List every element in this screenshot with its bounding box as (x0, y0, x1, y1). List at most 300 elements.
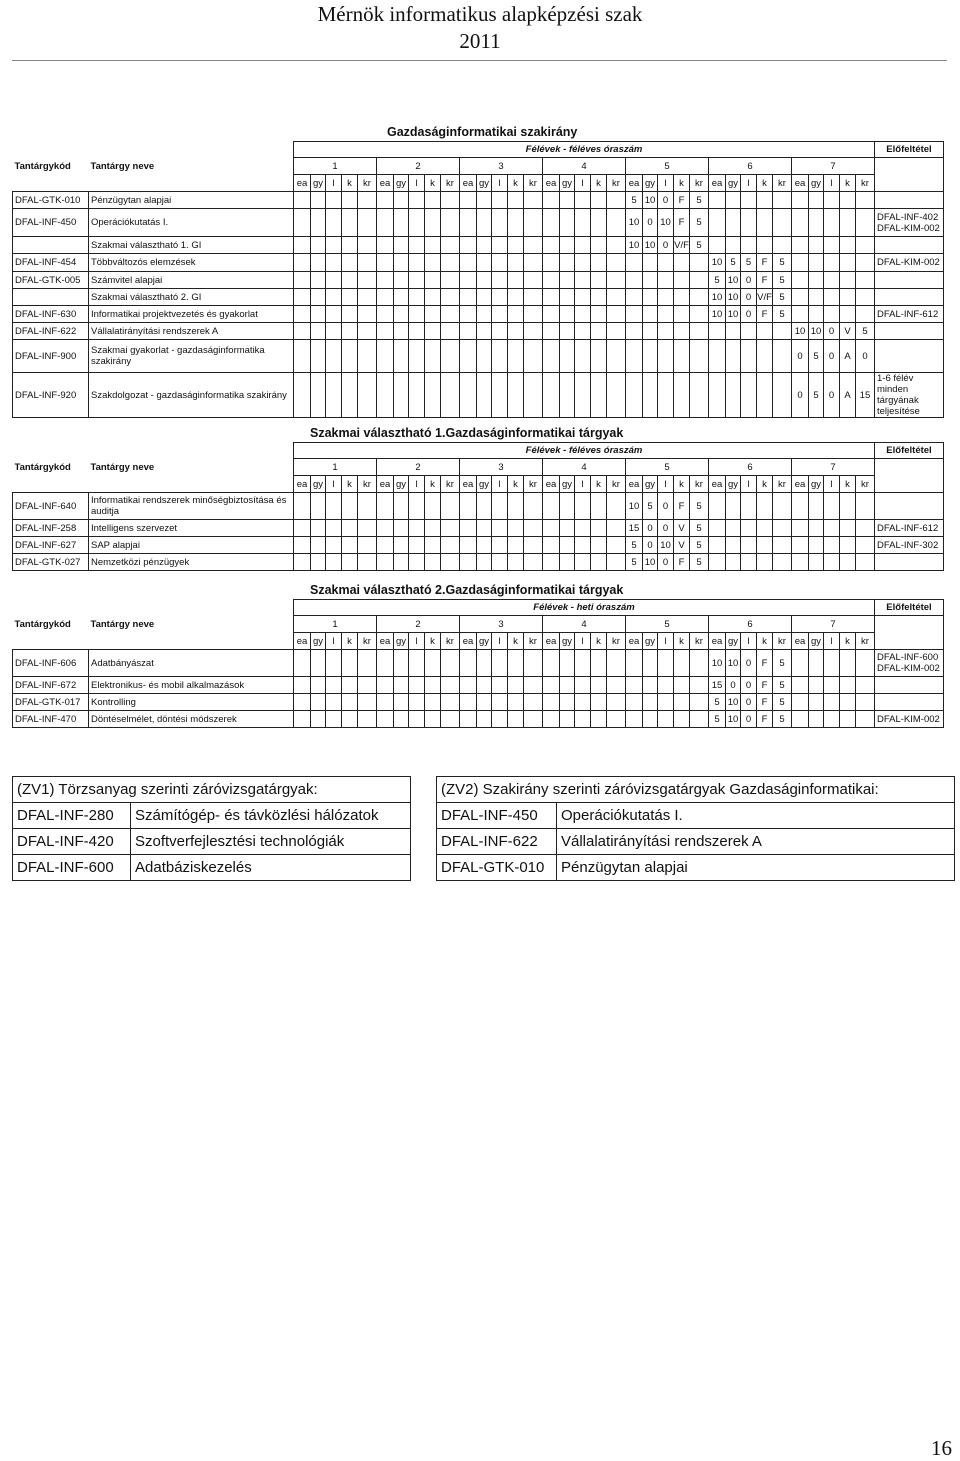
empty-cell (840, 192, 856, 209)
hour-cell: 5 (709, 272, 726, 289)
empty-cell (460, 306, 477, 323)
empty-cell (441, 711, 460, 728)
zv1-title: (ZV1) Törzsanyag szerinti záróvizsgatárgyak: (13, 777, 411, 803)
subcolumn-label: gy (311, 476, 326, 493)
empty-cell (358, 677, 377, 694)
empty-cell (674, 323, 690, 340)
hour-cell: F (757, 711, 773, 728)
subcolumn-label: ea (543, 633, 560, 650)
empty-cell (460, 209, 477, 237)
empty-cell (524, 272, 543, 289)
empty-cell (575, 537, 591, 554)
course-code: DFAL-INF-672 (13, 677, 89, 694)
course-code (13, 289, 89, 306)
empty-cell (409, 650, 425, 677)
empty-cell (674, 694, 690, 711)
subcolumn-label: kr (441, 476, 460, 493)
empty-cell (560, 373, 575, 418)
hour-cell: 10 (658, 209, 674, 237)
hour-cell: 5 (626, 554, 643, 571)
hour-cell: 15 (709, 677, 726, 694)
empty-cell (543, 677, 560, 694)
hour-cell: F (757, 694, 773, 711)
section-title: Gazdaságinformatikai szakirány (387, 125, 578, 139)
subcolumn-label: k (591, 633, 607, 650)
table-row (13, 677, 944, 694)
prereq-header: Előfeltétel (875, 600, 944, 616)
empty-cell (477, 237, 492, 254)
empty-cell (543, 306, 560, 323)
prerequisite (875, 272, 944, 289)
empty-cell (358, 289, 377, 306)
empty-cell (709, 340, 726, 373)
prerequisite: DFAL-INF-612 (875, 520, 944, 537)
empty-cell (441, 677, 460, 694)
empty-cell (726, 192, 741, 209)
empty-cell (394, 373, 409, 418)
prerequisite: DFAL-INF-600 DFAL-KIM-002 (875, 650, 944, 677)
empty-cell (326, 493, 342, 520)
semester-number: 7 (792, 616, 875, 633)
empty-cell (543, 340, 560, 373)
course-name: Döntéselmélet, döntési módszerek (89, 711, 294, 728)
subcolumn-label: kr (607, 175, 626, 192)
empty-cell (441, 192, 460, 209)
empty-cell (643, 711, 658, 728)
empty-cell (326, 209, 342, 237)
curriculum-table (12, 141, 944, 418)
empty-cell (441, 237, 460, 254)
empty-cell (757, 493, 773, 520)
course-code: DFAL-INF-600 (13, 855, 131, 881)
subcolumn-label: kr (773, 476, 792, 493)
empty-cell (477, 554, 492, 571)
empty-cell (690, 306, 709, 323)
empty-cell (809, 237, 824, 254)
empty-cell (358, 192, 377, 209)
empty-cell (477, 711, 492, 728)
subcolumn-label: gy (726, 633, 741, 650)
empty-cell (326, 254, 342, 272)
subcolumn-label: kr (358, 633, 377, 650)
empty-cell (607, 254, 626, 272)
empty-cell (441, 323, 460, 340)
course-name: Informatikai rendszerek minőségbiztosítása és auditja (89, 493, 294, 520)
hour-cell: 10 (726, 272, 741, 289)
empty-cell (409, 694, 425, 711)
empty-cell (508, 209, 524, 237)
empty-cell (741, 554, 757, 571)
empty-cell (543, 289, 560, 306)
table-row (13, 520, 944, 537)
hour-cell: F (757, 272, 773, 289)
hour-cell: 10 (626, 237, 643, 254)
empty-cell (709, 520, 726, 537)
hour-cell: 5 (773, 711, 792, 728)
empty-cell (607, 192, 626, 209)
empty-cell (477, 650, 492, 677)
empty-cell (524, 192, 543, 209)
empty-cell (709, 554, 726, 571)
empty-cell (591, 537, 607, 554)
empty-cell (394, 677, 409, 694)
empty-cell (477, 323, 492, 340)
empty-cell (409, 254, 425, 272)
empty-cell (377, 306, 394, 323)
semester-number: 2 (377, 616, 460, 633)
table-row (13, 289, 944, 306)
hour-cell: 5 (690, 209, 709, 237)
empty-cell (726, 373, 741, 418)
empty-cell (492, 272, 508, 289)
subcolumn-label: ea (294, 633, 311, 650)
empty-cell (607, 323, 626, 340)
hour-cell: 5 (690, 237, 709, 254)
empty-cell (575, 254, 591, 272)
empty-cell (377, 677, 394, 694)
empty-cell (690, 323, 709, 340)
empty-cell (477, 209, 492, 237)
empty-cell (508, 340, 524, 373)
empty-cell (492, 209, 508, 237)
subcolumn-label: k (508, 476, 524, 493)
empty-cell (709, 209, 726, 237)
prerequisite: DFAL-KIM-002 (875, 711, 944, 728)
empty-cell (840, 677, 856, 694)
empty-cell (575, 192, 591, 209)
empty-cell (394, 694, 409, 711)
empty-cell (626, 650, 643, 677)
course-name: Vállalatirányítási rendszerek A (89, 323, 294, 340)
empty-cell (757, 209, 773, 237)
subcolumn-label: l (326, 476, 342, 493)
empty-cell (492, 340, 508, 373)
empty-cell (709, 323, 726, 340)
empty-cell (792, 254, 809, 272)
empty-cell (591, 289, 607, 306)
empty-cell (492, 677, 508, 694)
table-row (13, 694, 944, 711)
code-header: Tantárgykód (14, 160, 71, 172)
empty-cell (492, 554, 508, 571)
hour-cell: A (840, 373, 856, 418)
empty-cell (575, 323, 591, 340)
empty-cell (824, 650, 840, 677)
subcolumn-label: k (508, 633, 524, 650)
empty-cell (358, 209, 377, 237)
subcolumn-label: l (658, 175, 674, 192)
prerequisite: 1-6 félév minden tárgyának teljesítése (875, 373, 944, 418)
empty-cell (425, 554, 441, 571)
empty-cell (492, 493, 508, 520)
empty-cell (840, 272, 856, 289)
subcolumn-label: gy (394, 175, 409, 192)
subcolumn-label: k (342, 175, 358, 192)
empty-cell (607, 711, 626, 728)
empty-cell (856, 209, 875, 237)
empty-cell (643, 323, 658, 340)
empty-cell (824, 306, 840, 323)
empty-cell (441, 340, 460, 373)
subcolumn-label: kr (856, 175, 875, 192)
empty-cell (840, 493, 856, 520)
empty-cell (394, 711, 409, 728)
empty-cell (294, 192, 311, 209)
empty-cell (294, 650, 311, 677)
empty-cell (856, 192, 875, 209)
table-row (13, 237, 944, 254)
subcolumn-label: gy (311, 633, 326, 650)
empty-cell (792, 537, 809, 554)
empty-cell (856, 650, 875, 677)
header-divider (12, 60, 947, 61)
empty-cell (326, 711, 342, 728)
empty-cell (726, 340, 741, 373)
hour-cell: 0 (824, 373, 840, 418)
empty-cell (377, 694, 394, 711)
empty-cell (840, 694, 856, 711)
course-code: DFAL-INF-920 (13, 373, 89, 418)
empty-cell (773, 192, 792, 209)
semester-number: 6 (709, 459, 792, 476)
empty-cell (856, 520, 875, 537)
subcolumn-label: l (409, 175, 425, 192)
empty-cell (840, 520, 856, 537)
empty-cell (824, 254, 840, 272)
empty-cell (477, 493, 492, 520)
empty-cell (741, 209, 757, 237)
empty-cell (508, 237, 524, 254)
hour-cell: 10 (726, 694, 741, 711)
empty-cell (809, 694, 824, 711)
hour-cell: 5 (643, 493, 658, 520)
subcolumn-label: ea (543, 476, 560, 493)
empty-cell (326, 237, 342, 254)
empty-cell (840, 711, 856, 728)
empty-cell (294, 373, 311, 418)
empty-cell (508, 677, 524, 694)
empty-cell (658, 272, 674, 289)
empty-cell (560, 493, 575, 520)
hour-cell: 10 (643, 554, 658, 571)
empty-cell (508, 192, 524, 209)
empty-cell (294, 711, 311, 728)
empty-cell (856, 694, 875, 711)
empty-cell (425, 209, 441, 237)
empty-cell (377, 340, 394, 373)
empty-cell (840, 554, 856, 571)
hour-cell: 10 (626, 209, 643, 237)
empty-cell (591, 254, 607, 272)
empty-cell (294, 340, 311, 373)
empty-cell (792, 306, 809, 323)
empty-cell (460, 272, 477, 289)
hour-cell: 0 (741, 306, 757, 323)
hour-cell: 5 (726, 254, 741, 272)
empty-cell (460, 340, 477, 373)
empty-cell (358, 340, 377, 373)
course-code: DFAL-GTK-005 (13, 272, 89, 289)
hour-cell: 0 (792, 340, 809, 373)
empty-cell (425, 192, 441, 209)
subcolumn-label: ea (626, 175, 643, 192)
hour-cell: 10 (658, 537, 674, 554)
empty-cell (560, 272, 575, 289)
empty-cell (358, 373, 377, 418)
empty-cell (508, 272, 524, 289)
name-header: Tantárgy neve (90, 160, 155, 172)
empty-cell (757, 537, 773, 554)
subcolumn-label: l (492, 476, 508, 493)
empty-cell (394, 209, 409, 237)
prerequisite (875, 192, 944, 209)
empty-cell (674, 289, 690, 306)
empty-cell (342, 289, 358, 306)
empty-cell (294, 537, 311, 554)
hour-cell: 0 (658, 520, 674, 537)
subcolumn-label: kr (690, 633, 709, 650)
empty-cell (591, 493, 607, 520)
section-title: Szakmai választható 2.Gazdaságinformatikai tárgyak (310, 583, 624, 597)
empty-cell (757, 554, 773, 571)
hour-cell: 10 (726, 711, 741, 728)
semester-number: 2 (377, 158, 460, 175)
empty-cell (643, 254, 658, 272)
table-row (13, 829, 411, 855)
hour-cell: V/F (757, 289, 773, 306)
empty-cell (409, 520, 425, 537)
table-row (13, 272, 944, 289)
empty-cell (394, 306, 409, 323)
empty-cell (311, 209, 326, 237)
empty-cell (658, 694, 674, 711)
empty-cell (492, 306, 508, 323)
empty-cell (607, 650, 626, 677)
empty-cell (492, 237, 508, 254)
hour-cell: 10 (643, 192, 658, 209)
empty-cell (425, 694, 441, 711)
empty-cell (477, 272, 492, 289)
subcolumn-label: kr (607, 633, 626, 650)
empty-cell (441, 520, 460, 537)
empty-cell (342, 520, 358, 537)
empty-cell (409, 677, 425, 694)
subcolumn-label: gy (477, 633, 492, 650)
empty-cell (477, 306, 492, 323)
course-name: Vállalatirányítási rendszerek A (557, 829, 955, 855)
empty-cell (409, 209, 425, 237)
subcolumn-label: k (342, 633, 358, 650)
empty-cell (342, 272, 358, 289)
subcolumn-label: ea (377, 476, 394, 493)
subcolumn-label: gy (477, 476, 492, 493)
hour-cell: 5 (690, 554, 709, 571)
empty-cell (543, 209, 560, 237)
empty-cell (591, 554, 607, 571)
empty-cell (294, 554, 311, 571)
empty-cell (626, 272, 643, 289)
course-code: DFAL-INF-454 (13, 254, 89, 272)
empty-cell (856, 554, 875, 571)
empty-cell (294, 306, 311, 323)
hour-cell: 0 (658, 237, 674, 254)
hour-cell: 0 (824, 340, 840, 373)
empty-cell (524, 373, 543, 418)
empty-cell (425, 254, 441, 272)
name-header: Tantárgy neve (90, 618, 155, 630)
empty-cell (658, 677, 674, 694)
empty-cell (575, 711, 591, 728)
empty-cell (575, 650, 591, 677)
empty-cell (409, 289, 425, 306)
empty-cell (460, 192, 477, 209)
empty-cell (377, 373, 394, 418)
empty-cell (441, 554, 460, 571)
table-row (13, 209, 944, 237)
empty-cell (792, 493, 809, 520)
empty-cell (809, 306, 824, 323)
empty-cell (543, 323, 560, 340)
empty-cell (524, 340, 543, 373)
subcolumn-label: l (824, 633, 840, 650)
course-name: Többváltozós elemzések (89, 254, 294, 272)
hour-cell: 10 (709, 306, 726, 323)
table-row (13, 373, 944, 418)
course-name: SAP alapjai (89, 537, 294, 554)
hour-cell: F (757, 677, 773, 694)
hour-cell: 10 (726, 289, 741, 306)
hour-cell: 0 (741, 711, 757, 728)
course-code: DFAL-GTK-027 (13, 554, 89, 571)
semester-number: 1 (294, 158, 377, 175)
empty-cell (409, 493, 425, 520)
empty-cell (492, 650, 508, 677)
empty-cell (773, 373, 792, 418)
course-name: Operációkutatás I. (557, 803, 955, 829)
empty-cell (809, 554, 824, 571)
empty-cell (658, 323, 674, 340)
empty-cell (543, 272, 560, 289)
empty-cell (477, 677, 492, 694)
table-row (13, 803, 411, 829)
empty-cell (575, 554, 591, 571)
hour-cell: 10 (792, 323, 809, 340)
empty-cell (508, 373, 524, 418)
empty-cell (425, 520, 441, 537)
hour-cell: F (757, 650, 773, 677)
empty-cell (326, 289, 342, 306)
empty-cell (441, 373, 460, 418)
table-row (13, 323, 944, 340)
course-name: Nemzetközi pénzügyek (89, 554, 294, 571)
hour-cell: 10 (643, 237, 658, 254)
empty-cell (409, 537, 425, 554)
hour-cell: 0 (658, 192, 674, 209)
semester-number: 7 (792, 459, 875, 476)
zv2-title: (ZV2) Szakirány szerinti záróvizsgatárgyak Gazdaságinformatikai: (437, 777, 955, 803)
hour-cell: 5 (773, 650, 792, 677)
empty-cell (460, 373, 477, 418)
empty-cell (460, 677, 477, 694)
hour-cell: 0 (741, 650, 757, 677)
empty-cell (792, 237, 809, 254)
prerequisite (875, 677, 944, 694)
empty-cell (560, 192, 575, 209)
hour-cell: V/F (674, 237, 690, 254)
subcolumn-label: kr (524, 633, 543, 650)
table-row (13, 192, 944, 209)
empty-cell (409, 554, 425, 571)
